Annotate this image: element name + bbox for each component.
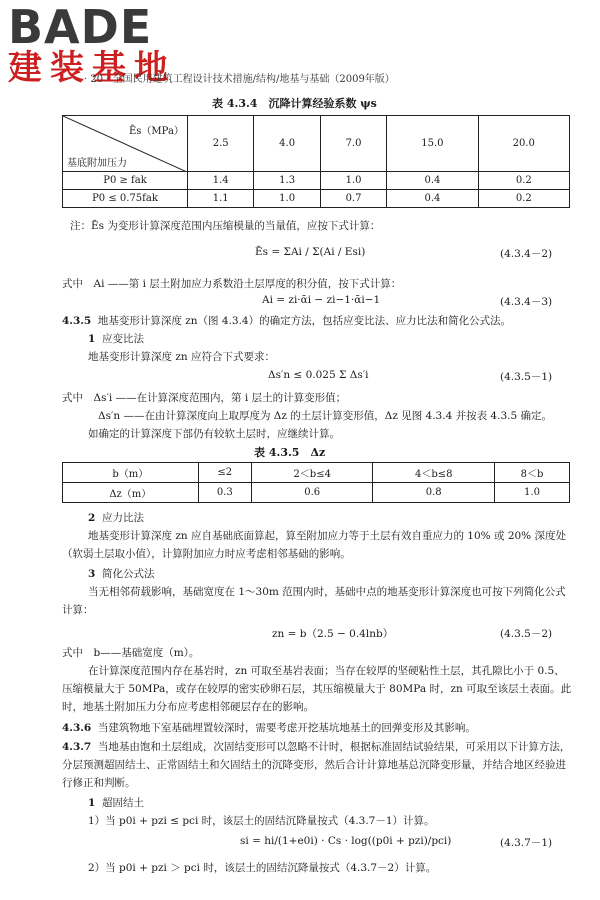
cell: 0.8 xyxy=(373,483,495,503)
paragraph: 当无相邻荷载影响，基础宽度在 1～30m 范围内时，基础中点的地基变形计算深度也可按下列简化公式计算： xyxy=(62,586,566,616)
table-4-3-5-caption: 表 4.3.5 Δz xyxy=(254,446,326,459)
cell: 4＜b≤8 xyxy=(373,463,495,483)
subclause-title: 简化公式法 xyxy=(102,568,155,580)
note-ai: 式中 Ai ——第 i 层土附加应力系数沿土层厚度的积分值，按下式计算： xyxy=(62,278,402,290)
definition: Δs′n ——在由计算深度向上取厚度为 Δz 的土层计算变形值，Δz 见图 4.3.4 并按表 4.3.5 确定。 xyxy=(98,410,552,422)
cell: 1.1 xyxy=(188,190,254,208)
clause-number: 4.3.5 xyxy=(62,315,92,327)
brand-logo-chinese: 建装基地 xyxy=(8,48,176,88)
col-header: 20.0 xyxy=(478,116,569,172)
clause-number: 4.3.6 xyxy=(62,722,92,734)
clause-4-3-5 xyxy=(62,313,511,328)
col-header: 15.0 xyxy=(387,116,478,172)
table-4-3-4 xyxy=(62,115,570,208)
subclause-number: 1 xyxy=(88,333,96,345)
subclause-title: 超固结土 xyxy=(102,797,144,809)
definition: 式中 Δs′i ——在计算深度范围内，第 i 层土的计算变形值； xyxy=(62,392,347,404)
cell: 0.4 xyxy=(387,172,478,190)
table-row xyxy=(63,463,570,483)
paragraph: 地基变形计算深度 zn 应自基础底面算起，算至附加应力等于土层有效自重应力的 10% 或 20% 深度处（软弱土层取小值），计算附加应力时应考虑相邻基础的影响。 xyxy=(62,530,566,560)
cell: 8＜b xyxy=(494,463,569,483)
paragraph: 如确定的计算深度下部仍有较软土层时，应继续计算。 xyxy=(88,428,340,440)
equation-number: (4.3.7－1) xyxy=(500,837,553,849)
list-item: 2）当 p0i + pzi ＞ pci 时，该层土的固结沉降量按式（4.3.7－2）计算。 xyxy=(88,862,437,874)
cell: b（m） xyxy=(63,463,199,483)
cell: 0.3 xyxy=(198,483,251,503)
list-item: 1）当 p0i + pzi ≤ pci 时，该层土的固结沉降量按式（4.3.7－1）计算。 xyxy=(88,815,435,827)
subclause-number: 2 xyxy=(88,512,96,524)
cell: 1.0 xyxy=(320,172,386,190)
subclause-2 xyxy=(88,510,144,525)
clause-4-3-7 xyxy=(62,738,574,792)
cell: Δz（m） xyxy=(63,483,199,503)
equation-number: (4.3.4－2) xyxy=(500,248,553,260)
equation-number: (4.3.5－1) xyxy=(500,371,553,383)
cell: 0.7 xyxy=(320,190,386,208)
subclause-title: 应变比法 xyxy=(102,333,144,345)
equation-number: (4.3.5－2) xyxy=(500,628,553,640)
table-row xyxy=(63,483,570,503)
cell: 0.4 xyxy=(387,190,478,208)
table-row xyxy=(63,172,570,190)
cell: ≤2 xyxy=(198,463,251,483)
equation-4-3-7-1: si = hi/(1+e0i) · Cs · log((p0i + pzi)/pci) xyxy=(240,835,452,847)
header-es: Ēs（MPa） xyxy=(129,126,184,137)
cell: 0.2 xyxy=(478,190,569,208)
subclause-number: 1 xyxy=(88,797,96,809)
clause-text: 当地基由饱和土层组成，次固结变形可以忽略不计时，根据标准固结试验结果，可采用以下计算方法，分层预测超固结土、正常固结土和欠固结土的沉降变形，然后合计计算地基总沉降变形量，并结合地区经验进行修正和判断。 xyxy=(62,741,571,789)
row-label: P0 ≥ fak xyxy=(63,172,188,190)
definition: 式中 b——基础宽度（m）。 xyxy=(62,647,200,659)
subclause-title: 应力比法 xyxy=(102,512,144,524)
col-header: 4.0 xyxy=(254,116,320,172)
clause-number: 4.3.7 xyxy=(62,741,92,753)
equation-4-3-4-2: Ēs = ΣAi / Σ(Ai / Esi) xyxy=(255,246,366,258)
cell: 1.3 xyxy=(254,172,320,190)
col-header: 2.5 xyxy=(188,116,254,172)
row-label: P0 ≤ 0.75fak xyxy=(63,190,188,208)
equation-4-3-4-3: Ai = zi·ᾱi − zi−1·ᾱi−1 xyxy=(262,294,381,306)
equation-number: (4.3.4－3) xyxy=(500,296,553,308)
cell: 0.6 xyxy=(251,483,373,503)
equation-4-3-5-1: Δs′n ≤ 0.025 Σ Δs′i xyxy=(268,369,369,381)
header-pressure: 基底附加压力 xyxy=(67,158,127,169)
cell: 0.2 xyxy=(478,172,569,190)
col-header: 7.0 xyxy=(320,116,386,172)
subclause-1 xyxy=(88,795,144,810)
brand-logo-latin: BADE xyxy=(8,0,153,54)
clause-4-3-6 xyxy=(62,720,476,735)
note-es: 注：Ēs 为变形计算深度范围内压缩模量的当量值，应按下式计算： xyxy=(70,220,381,232)
clause-text: 当建筑物地下室基础埋置较深时，需要考虑开挖基坑地基土的回弹变形及其影响。 xyxy=(97,722,476,734)
table-4-3-4-caption: 表 4.3.4 沉降计算经验系数 ψs xyxy=(212,97,377,110)
table-4-3-5 xyxy=(62,462,570,503)
table-row xyxy=(63,190,570,208)
cell: 2＜b≤4 xyxy=(251,463,373,483)
clause-text: 地基变形计算深度 zn（图 4.3.4）的确定方法，包括应变比法、应力比法和简化公式法。 xyxy=(97,315,512,327)
subclause-number: 3 xyxy=(88,568,96,580)
cell: 1.0 xyxy=(254,190,320,208)
subclause-3 xyxy=(88,566,155,581)
paragraph: 在计算深度范围内存在基岩时，zn 可取至基岩表面；当存在较厚的坚硬粘性土层，其孔隙比小于 0.5、压缩模量大于 50MPa，或存在较厚的密实砂卵石层，其压缩模量大于 80MPa 时，zn 可取至该层土表面。此时，地基土附加压力分布应考虑相邻硬层存在的影响。 xyxy=(62,665,572,713)
table-header-corner xyxy=(63,116,188,172)
equation-4-3-5-2: zn = b（2.5 − 0.4lnb） xyxy=(272,628,394,640)
running-head: · 20 · 全国民用建筑工程设计技术措施/结构/地基与基础（2009年版） xyxy=(84,74,395,85)
subclause-1 xyxy=(88,331,144,346)
paragraph: 地基变形计算深度 zn 应符合下式要求： xyxy=(88,351,275,363)
cell: 1.4 xyxy=(188,172,254,190)
cell: 1.0 xyxy=(494,483,569,503)
